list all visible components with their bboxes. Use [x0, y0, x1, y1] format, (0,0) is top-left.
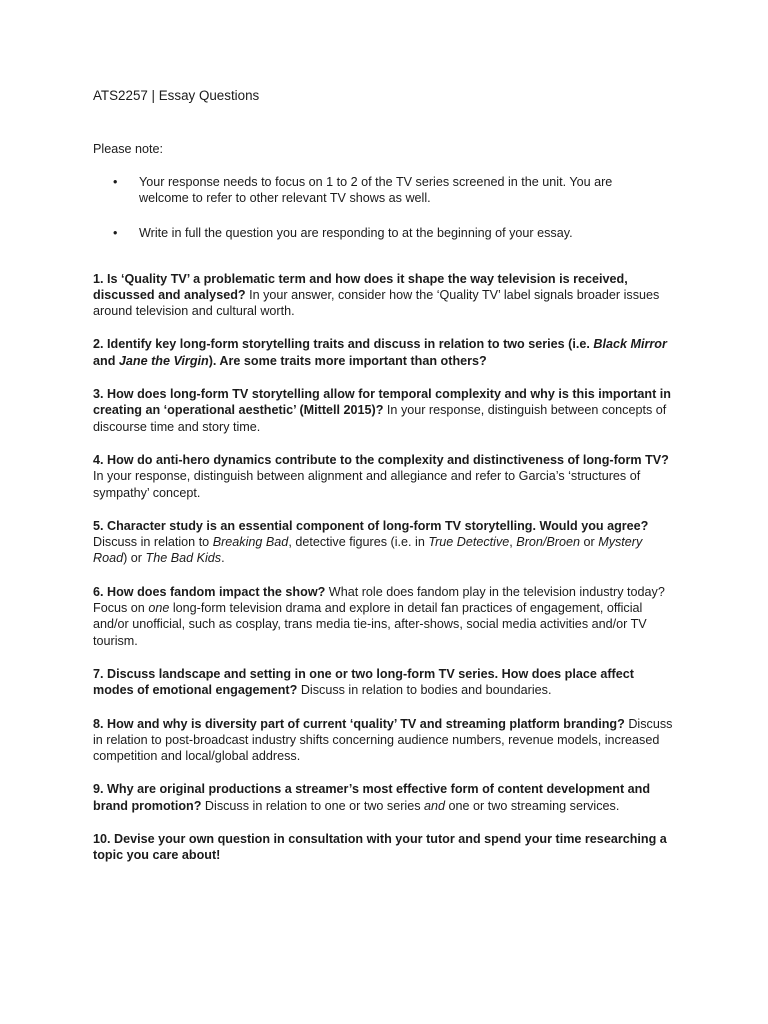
question-body: or	[580, 535, 599, 550]
bullet-item	[113, 174, 643, 207]
series-title: Bron/Broen	[516, 535, 581, 550]
question-4	[93, 452, 675, 501]
question-body: ) or	[123, 551, 146, 566]
series-title: Breaking Bad	[212, 535, 289, 550]
question-body: , detective figures (i.e. in	[288, 535, 429, 550]
question-8	[93, 716, 675, 765]
question-7	[93, 666, 675, 699]
question-heading: 9. Why are original productions a streamer’s most effective form of content development and brand promotion?	[93, 782, 651, 813]
series-title: Mystery Road	[93, 535, 643, 566]
question-body: ,	[509, 535, 517, 550]
question-heading: 3. How does long-form TV storytelling allow for temporal complexity and why is this important in creating an ‘operational aesthetic’ (Mittell 2015)?	[93, 387, 671, 418]
bullet-text: Write in full the question you are responding to at the beginning of your essay.	[139, 225, 573, 240]
emphasis-text: one	[148, 601, 170, 616]
series-title: The Bad Kids	[145, 551, 222, 566]
question-6	[93, 584, 675, 649]
question-body: In your response, distinguish between alignment and allegiance and refer to Garcia’s ‘structures of sympathy’ concept.	[93, 469, 641, 500]
question-body: In your answer, consider how the ‘Quality TV’ label signals broader issues around television and cultural worth.	[93, 287, 660, 319]
series-title: Black Mirror	[593, 337, 667, 352]
question-heading: 7. Discuss landscape and setting in one or two long-form TV series. How does place affect modes of emotional engagement?	[93, 666, 634, 698]
question-heading: 10. Devise your own question in consultation with your tutor and spend your time researching a topic you care about!	[93, 832, 667, 863]
question-body: In your response, distinguish between concepts of discourse time and story time.	[93, 403, 667, 434]
question-list	[93, 258, 675, 881]
note-bullet-list	[113, 174, 643, 259]
question-heading: 6. How does fandom impact the show?	[93, 584, 326, 599]
series-title: Jane the Virgin	[118, 353, 209, 368]
emphasis-text: and	[424, 798, 446, 813]
question-body: Discuss in relation to bodies and boundaries.	[297, 683, 552, 698]
question-heading: and	[93, 353, 119, 368]
bullet-text: Your response needs to focus on 1 to 2 of the TV series screened in the unit. You are welcome to refer to other relevant TV shows as well.	[139, 175, 613, 206]
question-body: Discuss in relation to one or two series	[201, 798, 425, 813]
question-1	[93, 271, 675, 320]
question-2	[93, 336, 675, 369]
question-9	[93, 781, 675, 814]
question-body: Discuss in relation to post-broadcast industry shifts concerning audience numbers, revenue models, increased competition and local/global address.	[93, 716, 673, 764]
question-heading: 1. Is ‘Quality TV’ a problematic term and how does it shape the way television is received, discussed and analysed?	[93, 271, 628, 302]
question-10	[93, 831, 675, 864]
question-heading: ). Are some traits more important than others?	[208, 353, 487, 368]
question-heading: 5. Character study is an essential component of long-form TV storytelling. Would you agree?	[93, 518, 649, 533]
question-heading: 4. How do anti-hero dynamics contribute to the complexity and distinctiveness of long-form TV?	[93, 452, 669, 467]
question-5	[93, 518, 675, 567]
question-body: .	[221, 551, 225, 566]
question-body: Discuss in relation to	[93, 535, 213, 550]
bullet-icon: •	[113, 175, 118, 189]
question-body: one or two streaming services.	[445, 798, 620, 813]
question-body: What role does fandom play in the television industry today? Focus on	[93, 584, 665, 616]
note-label: Please note:	[93, 142, 164, 156]
question-3	[93, 386, 675, 435]
question-heading: 8. How and why is diversity part of current ‘quality’ TV and streaming platform branding?	[93, 716, 625, 731]
question-heading: 2. Identify key long-form storytelling traits and discuss in relation to two series (i.e.	[93, 337, 594, 352]
document-title: ATS2257 | Essay Questions	[93, 88, 260, 103]
bullet-icon: •	[113, 225, 118, 240]
bullet-item	[113, 225, 643, 241]
question-body: long-form television drama and explore in detail fan practices of engagement, official and/or unofficial, such as cosplay, trans media tie-ins, after-shows, social media activities and/or TV tourism.	[93, 601, 647, 648]
series-title: True Detective	[428, 535, 510, 550]
